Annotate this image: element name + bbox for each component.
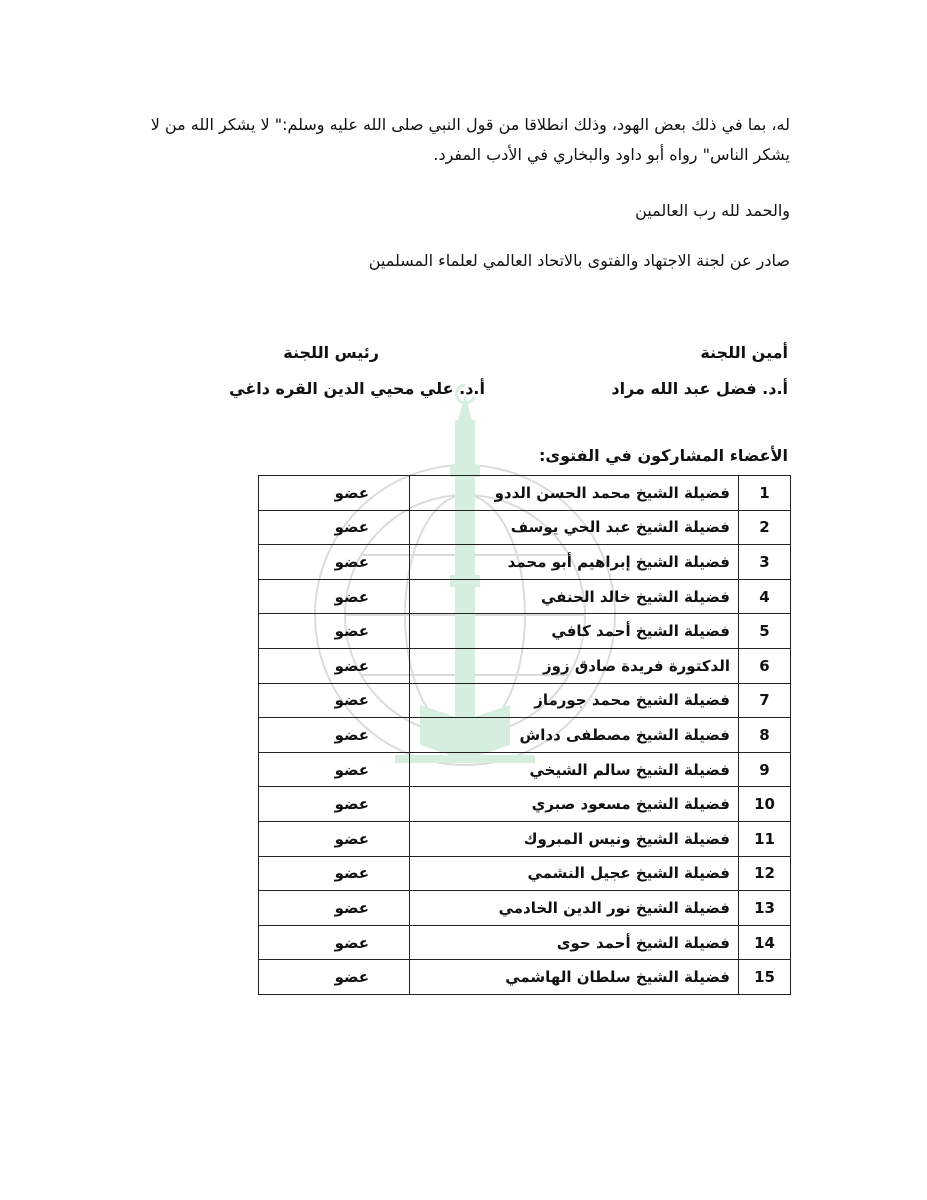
member-name: فضيلة الشيخ عجيل النشمي: [410, 856, 739, 891]
member-number: 13: [739, 891, 791, 926]
member-number: 14: [739, 925, 791, 960]
table-row: [259, 856, 791, 891]
president-title: رئيس اللجنة: [283, 343, 379, 362]
member-role: عضو: [259, 856, 410, 891]
member-name: فضيلة الشيخ أحمد كافي: [410, 614, 739, 649]
member-name: فضيلة الشيخ عبد الحي يوسف: [410, 510, 739, 545]
member-name: فضيلة الشيخ محمد جورماز: [410, 683, 739, 718]
table-row: [259, 821, 791, 856]
member-number: 5: [739, 614, 791, 649]
member-number: 6: [739, 648, 791, 683]
member-number: 10: [739, 787, 791, 822]
table-row: [259, 718, 791, 753]
member-role: عضو: [259, 614, 410, 649]
member-number: 12: [739, 856, 791, 891]
member-number: 9: [739, 752, 791, 787]
table-row: [259, 925, 791, 960]
member-name: فضيلة الشيخ خالد الحنفي: [410, 579, 739, 614]
member-role: عضو: [259, 579, 410, 614]
member-role: عضو: [259, 648, 410, 683]
member-number: 4: [739, 579, 791, 614]
member-number: 7: [739, 683, 791, 718]
member-name: فضيلة الشيخ مسعود صبري: [410, 787, 739, 822]
closing-paragraph: له، بما في ذلك بعض الهود، وذلك انطلاقا من قول النبي صلى الله عليه وسلم:" لا يشكر الله من لا يشكر الناس" رواه أبو داود والبخاري في الأدب المفرد.: [150, 115, 790, 164]
member-name: فضيلة الشيخ مصطفى دداش: [410, 718, 739, 753]
table-row: [259, 510, 791, 545]
member-number: 2: [739, 510, 791, 545]
member-role: عضو: [259, 787, 410, 822]
member-number: 3: [739, 545, 791, 580]
secretary-name: أ.د. فضل عبد الله مراد: [611, 379, 788, 398]
table-row: [259, 683, 791, 718]
secretary-title: أمين اللجنة: [700, 343, 788, 362]
member-role: عضو: [259, 925, 410, 960]
member-number: 15: [739, 960, 791, 995]
members-table: [258, 475, 791, 995]
member-name: فضيلة الشيخ نور الدين الخادمي: [410, 891, 739, 926]
member-role: عضو: [259, 891, 410, 926]
member-name: فضيلة الشيخ ونيس المبروك: [410, 821, 739, 856]
table-row: [259, 960, 791, 995]
member-name: فضيلة الشيخ محمد الحسن الددو: [410, 476, 739, 511]
table-row: [259, 752, 791, 787]
member-name: فضيلة الشيخ إبراهيم أبو محمد: [410, 545, 739, 580]
member-role: عضو: [259, 476, 410, 511]
table-row: [259, 891, 791, 926]
member-number: 8: [739, 718, 791, 753]
member-name: فضيلة الشيخ أحمد حوى: [410, 925, 739, 960]
table-row: [259, 545, 791, 580]
table-row: [259, 614, 791, 649]
member-role: عضو: [259, 718, 410, 753]
member-role: عضو: [259, 545, 410, 580]
member-number: 11: [739, 821, 791, 856]
praise-line: والحمد لله رب العالمين: [635, 201, 790, 220]
member-role: عضو: [259, 683, 410, 718]
member-role: عضو: [259, 752, 410, 787]
table-row: [259, 648, 791, 683]
table-row: [259, 476, 791, 511]
issuer-line: صادر عن لجنة الاجتهاد والفتوى بالاتحاد العالمي لعلماء المسلمين: [368, 251, 790, 270]
member-role: عضو: [259, 510, 410, 545]
president-name: أ.د. علي محيي الدين القره داغي: [229, 379, 485, 398]
table-row: [259, 579, 791, 614]
members-heading: الأعضاء المشاركون في الفتوى:: [539, 446, 788, 465]
member-role: عضو: [259, 960, 410, 995]
member-name: فضيلة الشيخ سلطان الهاشمي: [410, 960, 739, 995]
member-name: الدكتورة فريدة صادق زوز: [410, 648, 739, 683]
member-role: عضو: [259, 821, 410, 856]
member-number: 1: [739, 476, 791, 511]
table-row: [259, 787, 791, 822]
member-name: فضيلة الشيخ سالم الشيخي: [410, 752, 739, 787]
